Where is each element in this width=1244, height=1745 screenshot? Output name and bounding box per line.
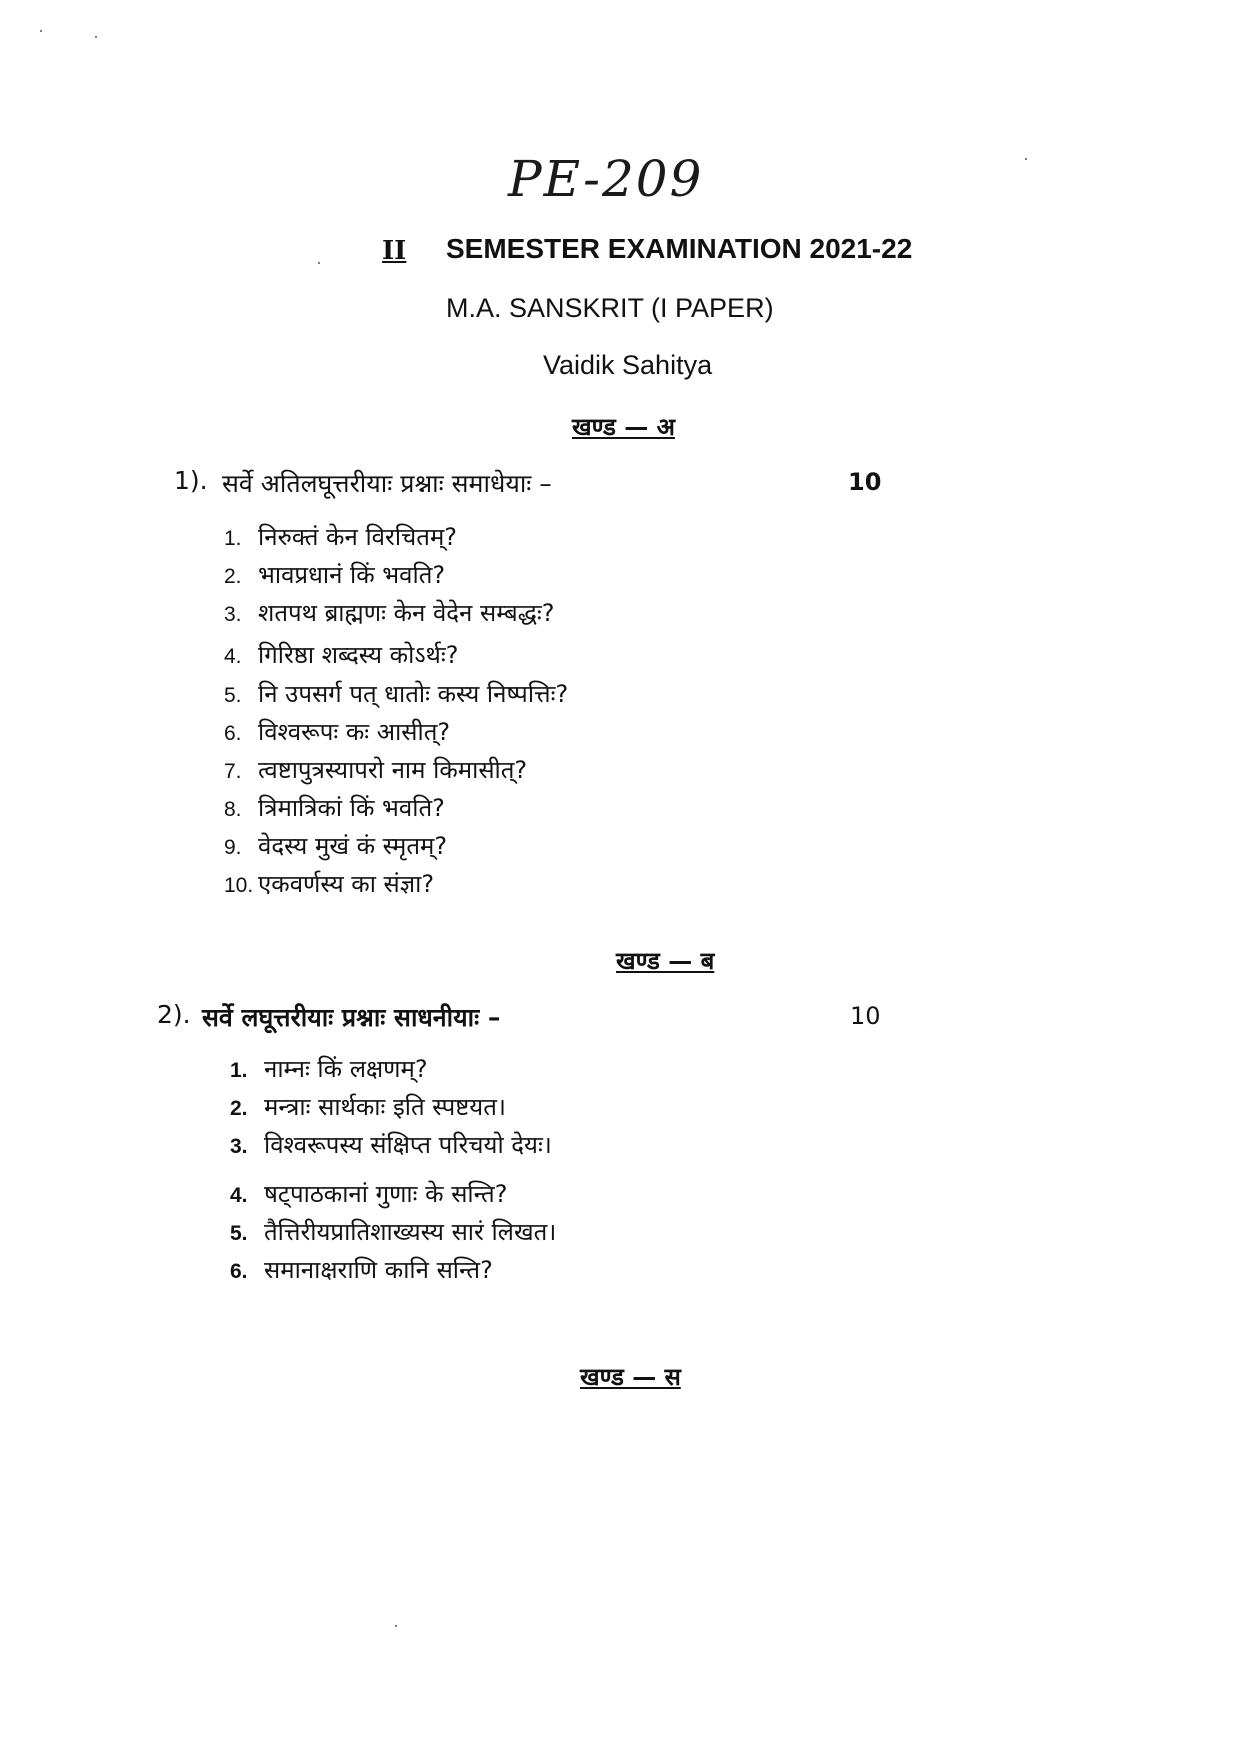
item-number: 4. [224,645,242,668]
section-a-heading: खण्ड — अ [572,413,675,441]
list-item [230,1253,493,1286]
question-2-marks: 10 [850,1002,881,1030]
item-text: समानाक्षराणि कानि सन्ति? [264,1256,493,1284]
item-text: भावप्रधानं किं भवति? [258,561,446,589]
list-item [224,677,568,710]
list-item [224,753,527,786]
question-1-marks: 10 [848,468,882,496]
list-item [230,1177,507,1210]
subject-title: Vaidik Sahitya [543,350,713,380]
course-title: M.A. SANSKRIT (I PAPER) [446,293,774,323]
item-number: 4. [230,1184,248,1207]
list-item [230,1090,506,1123]
item-text: वेदस्य मुखं कं स्मृतम्? [258,832,448,860]
item-number: 3. [230,1135,248,1158]
scan-speck [1025,158,1027,160]
paper-code-handwritten: PE-209 [508,150,704,208]
question-1-number: 1). [174,466,208,495]
item-number: 10. [224,874,254,897]
item-text: विश्वरूपस्य संक्षिप्त परिचयो देयः। [264,1131,552,1159]
semester-roman-numeral: II [382,236,407,266]
item-text: त्वष्टापुत्रस्यापरो नाम किमासीत्? [258,756,528,784]
question-1-text: सर्वे अतिलघूत्तरीयाः प्रश्नाः समाधेयाः – [222,469,552,498]
item-text: एकवर्णस्य का संज्ञा? [258,870,435,898]
item-number: 5. [230,1222,248,1245]
list-item [224,829,447,862]
item-number: 3. [224,603,242,626]
item-text: शतपथ ब्राह्मणः केन वेदेन सम्बद्धः? [258,599,555,627]
list-item [224,596,554,629]
item-number: 6. [230,1260,248,1283]
list-item [224,558,445,591]
item-text: तैत्तिरीयप्रातिशाख्यस्य सारं लिखत। [264,1218,557,1246]
item-number: 7. [224,760,242,783]
question-2-number: 2). [157,1000,191,1029]
item-text: निरुक्तं केन विरचितम्? [258,523,458,551]
exam-title: SEMESTER EXAMINATION 2021-22 [446,233,913,264]
list-item [224,638,458,671]
list-item [230,1052,428,1085]
question-2-text: सर्वे लघूत्तरीयाः प्रश्नाः साधनीयाः – [202,1003,501,1032]
scan-speck [95,36,97,38]
item-text: मन्त्राः सार्थकाः इति स्पष्टयत। [264,1093,506,1121]
list-item [224,520,457,553]
section-b-heading: खण्ड — ब [616,947,715,975]
scan-speck [40,30,42,32]
item-text: त्रिमात्रिकां किं भवति? [258,794,445,822]
item-number: 1. [230,1059,248,1082]
item-text: विश्वरूपः कः आसीत्? [258,718,451,746]
item-number: 9. [224,836,242,859]
item-number: 2. [230,1097,248,1120]
list-item [224,791,445,824]
item-number: 8. [224,798,242,821]
scan-speck [318,262,320,264]
list-item [230,1215,556,1248]
item-number: 5. [224,684,242,707]
list-item [224,715,450,748]
section-c-heading: खण्ड — स [580,1363,681,1391]
scan-speck [395,1625,397,1627]
item-number: 2. [224,565,242,588]
item-number: 1. [224,527,242,550]
item-text: गिरिष्ठा शब्दस्य कोऽर्थः? [258,641,459,669]
list-item [224,867,434,900]
item-text: षट्पाठकानां गुणाः के सन्ति? [264,1180,508,1208]
item-text: नि उपसर्ग पत् धातोः कस्य निष्पत्तिः? [258,680,569,708]
item-text: नाम्नः किं लक्षणम्? [264,1055,428,1083]
item-number: 6. [224,722,242,745]
list-item [230,1128,552,1161]
